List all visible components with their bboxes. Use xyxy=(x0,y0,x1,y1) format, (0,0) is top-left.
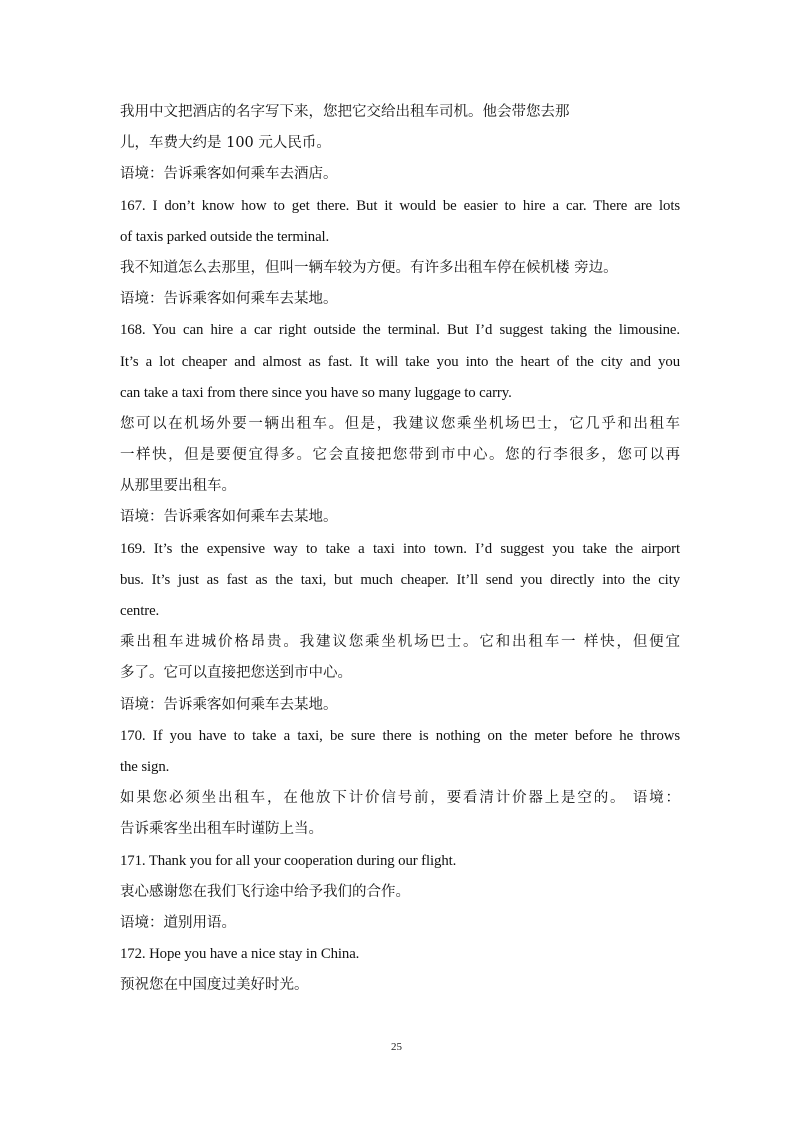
text-line: 语境：告诉乘客如何乘车去酒店。 xyxy=(120,166,338,183)
text-line: It’s a lot cheaper and almost as fast. It will take you into the heart of the city and you xyxy=(120,353,680,370)
text-line: 我不知道怎么去那里，但叫一辆车较为方便。有许多出租车停在候机楼 旁边。 xyxy=(120,259,618,276)
text-line: 一样快，但是要便宜得多。它会直接把您带到市中心。您的行李很多，您可以再 xyxy=(120,447,680,464)
text-line: 如果您必须坐出租车，在他放下计价信号前，要看清计价器上是空的。 语境： xyxy=(120,790,680,807)
text-line: 语境：告诉乘客如何乘车去某地。 xyxy=(120,509,338,526)
text-line: 衷心感谢您在我们飞行途中给予我们的合作。 xyxy=(120,883,410,900)
text-line: 告诉乘客坐出租车时谨防上当。 xyxy=(120,821,323,838)
text-line: the sign. xyxy=(120,758,170,775)
page-body-text xyxy=(120,97,680,1001)
text-line: 171. Thank you for all your cooperation during our flight. xyxy=(120,852,457,869)
text-line: centre. xyxy=(120,603,160,619)
text-line: 多了。它可以直接把您送到市中心。 xyxy=(120,665,352,682)
text-line: 乘出租车进城价格昂贵。我建议您乘坐机场巴士。它和出租车一 样快，但便宜 xyxy=(120,634,680,651)
text-line: 语境：道别用语。 xyxy=(120,914,236,931)
text-line: 168. You can hire a car right outside the terminal. But I’d suggest taking the limousine. xyxy=(120,322,680,339)
text-line: 我用中文把酒店的名字写下来，您把它交给出租车司机。他会带您去那 xyxy=(120,104,570,120)
text-line: 语境：告诉乘客如何乘车去某地。 xyxy=(120,291,338,308)
text-line: 从那里要出租车。 xyxy=(120,478,236,495)
text-line: 170. If you have to take a taxi, be sure there is nothing on the meter before he throws xyxy=(120,727,680,744)
text-line: 您可以在机场外要一辆出租车。但是，我建议您乘坐机场巴士，它几乎和出租车 xyxy=(120,415,680,432)
text-line: 172. Hope you have a nice stay in China. xyxy=(120,946,360,963)
page-number: 25 xyxy=(391,1041,402,1053)
text-line: 儿，车费大约是 100 元人民币。 xyxy=(120,135,331,152)
text-line: bus. It’s just as fast as the taxi, but much cheaper. It’ll send you directly into the city xyxy=(120,571,680,588)
text-line: 169. It’s the expensive way to take a taxi into town. I’d suggest you take the airport xyxy=(120,540,680,557)
text-line: can take a taxi from there since you have so many luggage to carry. xyxy=(120,384,512,401)
text-line: 167. I don’t know how to get there. But it would be easier to hire a car. There are lots xyxy=(120,197,680,214)
text-line: 语境：告诉乘客如何乘车去某地。 xyxy=(120,696,338,713)
text-line: 预祝您在中国度过美好时光。 xyxy=(120,977,309,994)
text-line: of taxis parked outside the terminal. xyxy=(120,228,330,245)
